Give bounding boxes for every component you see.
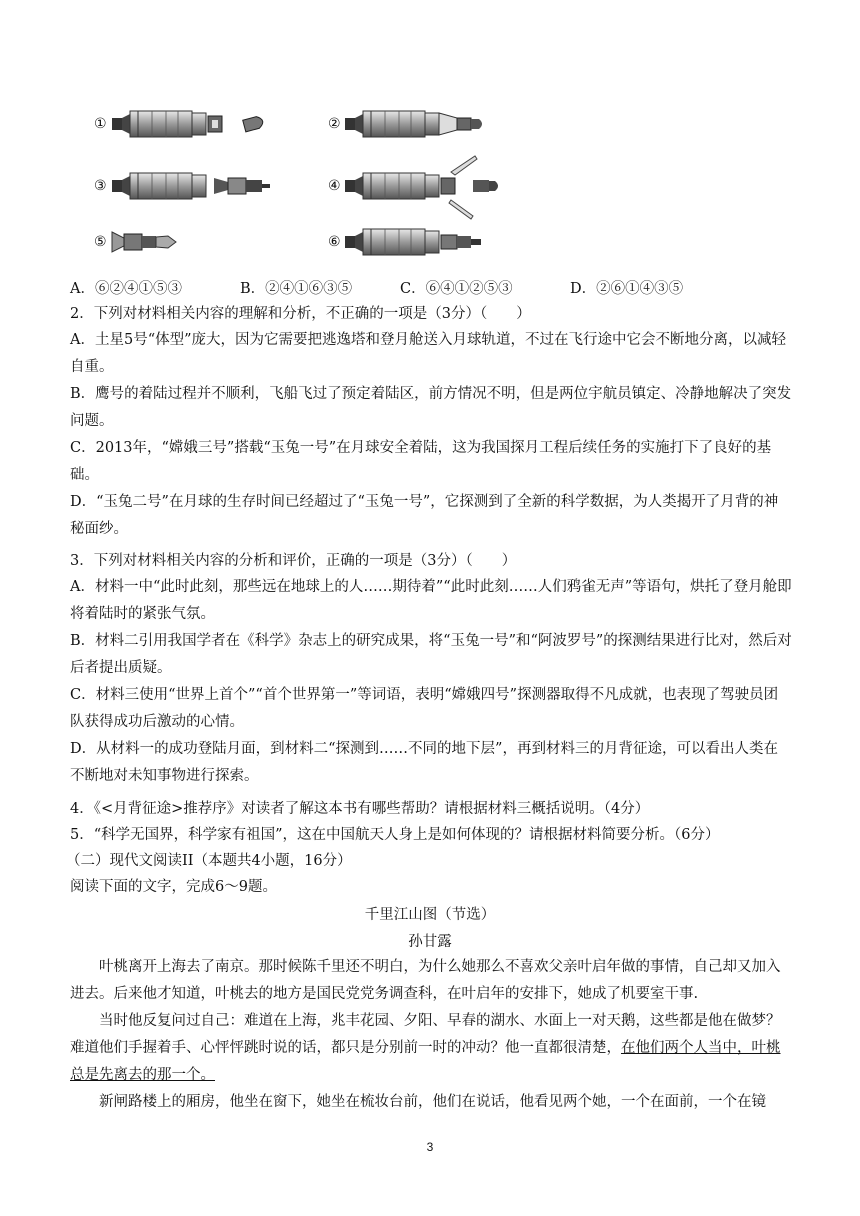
reading-instruction: 阅读下面的文字，完成6～9题。 [70, 879, 277, 895]
q3-option-b[interactable]: B．材料二引用我国学者在《科学》杂志上的研究成果，将“玉兔一号”和“阿波罗号”的探测结果进行比对，然后对后者提出质疑。 [70, 633, 792, 676]
q2-stem: 2．下列对材料相关内容的理解和分析，不正确的一项是（3分）（ ） [70, 306, 531, 322]
figure-label-4: ④ [328, 178, 341, 194]
q1-option-a[interactable]: A．⑥②④①⑤③ [70, 281, 182, 297]
article-title: 千里江山图（节选） [364, 907, 496, 923]
figure-label-3: ③ [94, 178, 107, 194]
rocket-config-3 [112, 173, 270, 199]
underlined-sentence: 在他们两个人当中，叶桃总是先离去的那一个。 [70, 1040, 781, 1083]
article-paragraph-3: 新闸路楼上的厢房，他坐在窗下，她坐在梳妆台前，他们在说话，他看见两个她，一个在面前，一个在镜 [99, 1094, 766, 1110]
q4-stem: 4．《<月背征途>推荐序》对读者了解这本书有哪些帮助？请根据材料三概括说明。（4分） [70, 801, 650, 817]
rocket-config-4 [345, 156, 498, 219]
q1-option-d[interactable]: D．②⑥①④③⑤ [570, 281, 684, 297]
rocket-config-1 [112, 111, 264, 137]
q5-stem: 5．“科学无国界，科学家有祖国”，这在中国航天人身上是如何体现的？请根据材料简要分析。（6分） [70, 827, 720, 843]
figure-label-6: ⑥ [328, 234, 341, 250]
q3-option-a[interactable]: A．材料一中“此时此刻，那些远在地球上的人……期待着”“此时此刻……人们鸦雀无声”等语句，烘托了登月舱即将着陆时的紧张气氛。 [70, 579, 792, 622]
paragraph-2-text: 当时他反复问过自己：难道在上海，兆丰花园、夕阳、早春的湖水、水面上一对天鹅，这些都是他在做梦？难道他们手握着手、心怦怦跳时说的话，都只是分别前一时的冲动？他一直都很清楚， [70, 1013, 781, 1056]
article-paragraph-2 [70, 1008, 792, 1089]
rocket-stages-figure [90, 104, 510, 264]
section-heading: （二）现代文阅读II（本题共4小题，16分） [66, 853, 352, 869]
rocket-config-5 [112, 232, 176, 252]
q2-option-d[interactable]: D．“玉兔二号”在月球的生存时间已经超过了“玉兔一号”，它探测到了全新的科学数据，为人类揭开了月背的神秘面纱。 [70, 494, 779, 537]
figure-label-2: ② [328, 116, 341, 132]
rocket-config-6 [345, 229, 481, 255]
page-number: 3 [426, 1140, 434, 1154]
q3-stem: 3．下列对材料相关内容的分析和评价，正确的一项是（3分）（ ） [70, 553, 517, 569]
figure-label-1: ① [94, 116, 107, 132]
q3-option-c[interactable]: C．材料三使用“世界上首个”“首个世界第一”等词语，表明“嫦娥四号”探测器取得不凡成就，也表现了驾驶员团队获得成功后激动的心情。 [70, 687, 779, 730]
article-author: 孙甘露 [408, 934, 452, 950]
rocket-diagram [90, 104, 510, 264]
article-paragraph-1: 叶桃离开上海去了南京。那时候陈千里还不明白，为什么她那么不喜欢父亲叶启年做的事情，自己却又加入进去。后来他才知道，叶桃去的地方是国民党党务调查科，在叶启年的安排下，她成了机要室干事. [70, 959, 781, 1002]
figure-label-5: ⑤ [94, 234, 107, 250]
q1-option-c[interactable]: C．⑥④①②⑤③ [400, 281, 513, 297]
rocket-config-2 [345, 111, 482, 137]
q2-option-b[interactable]: B．鹰号的着陆过程并不顺利，飞船飞过了预定着陆区，前方情况不明，但是两位宇航员镇定、冷静地解决了突发问题。 [70, 386, 792, 429]
q1-option-b[interactable]: B．②④①⑥③⑤ [240, 281, 353, 297]
q2-option-a[interactable]: A．土星5号“体型”庞大，因为它需要把逃逸塔和登月舱送入月球轨道，不过在飞行途中它会不断地分离，以减轻自重。 [70, 332, 787, 375]
q2-option-c[interactable]: C．2013年，“嫦娥三号”搭载“玉兔一号”在月球安全着陆，这为我国探月工程后续任务的实施打下了良好的基础。 [70, 440, 772, 483]
q3-option-d[interactable]: D．从材料一的成功登陆月面，到材料二“探测到……不同的地下层”，再到材料三的月背征途，可以看出人类在不断地对未知事物进行探索。 [70, 741, 778, 784]
